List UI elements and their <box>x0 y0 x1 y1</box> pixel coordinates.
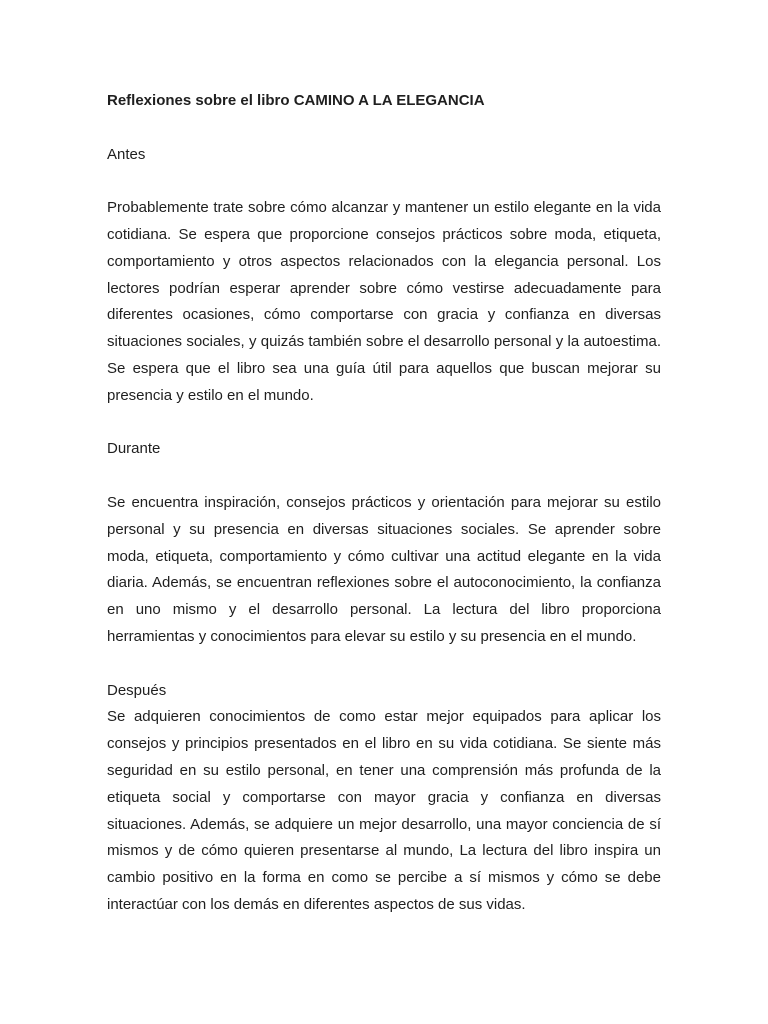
section-heading-antes: Antes <box>107 145 146 163</box>
section-text-antes: Probablemente trate sobre cómo alcanzar y mantener un estilo elegante en la vida cotidiana. Se espera que proporcione consejos prácticos sobre moda, etiqueta, comportamiento y otros aspectos relacionados con la elegancia personal. Los lectores podrían esperar aprender sobre cómo vestirse adecuadamente para diferentes ocasiones, cómo comportarse con gracia y confianza en diversas situaciones sociales, y quizás también sobre el desarrollo personal y la autoestima. Se espera que el libro sea una guía útil para aquellos que buscan mejorar su presencia y estilo en el mundo. <box>107 199 661 404</box>
spacer <box>107 651 661 678</box>
section-heading-despues: Después <box>107 681 167 699</box>
spacer <box>107 115 661 142</box>
section-text-durante: Se encuentra inspiración, consejos prácticos y orientación para mejorar su estilo personal y su presencia en diversas situaciones sociales. Se aprender sobre moda, etiqueta, comportamiento y cómo cultivar una actitud elegante en la vida diaria. Además, se encuentran reflexiones sobre el autoconocimiento, la confianza en uno mismo y el desarrollo personal. La lectura del libro proporciona herramientas y conocimientos para elevar su estilo y su presencia en el mundo. <box>107 493 661 645</box>
spacer <box>107 410 661 437</box>
section-heading-durante: Durante <box>107 440 161 458</box>
section-text-despues: Se adquieren conocimientos de como estar mejor equipados para aplicar los consejos y principios presentados en el libro en su vida cotidiana. Se siente más seguridad en su estilo personal, en tener una comprensión más profunda de la etiqueta social y comportarse con mayor gracia y confianza en diversas situaciones. Además, se adquiere un mejor desarrollo, una mayor conciencia de sí mismos y de cómo quieren presentarse al mundo, La lectura del libro inspira un cambio positivo en la forma en como se percibe a sí mismos y cómo se debe interactúar con los demás en diferentes aspectos de sus vidas. <box>107 708 661 913</box>
document-title: Reflexiones sobre el libro CAMINO A LA ELEGANCIA <box>107 92 485 109</box>
document-body <box>107 88 661 919</box>
spacer <box>107 168 661 195</box>
spacer <box>107 463 661 490</box>
